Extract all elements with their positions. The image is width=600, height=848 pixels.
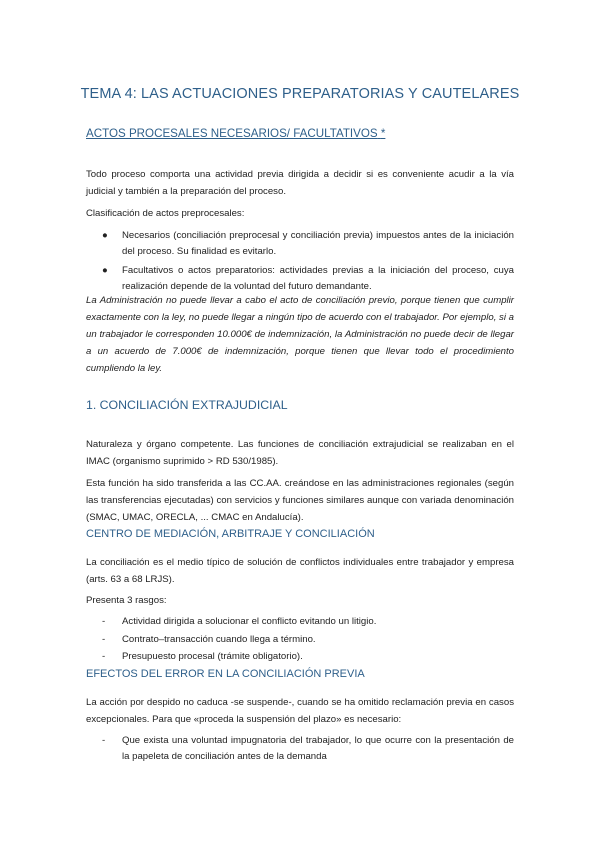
list-item-text: Contrato–transacción cuando llega a término. — [122, 633, 316, 645]
rasgos-list — [86, 614, 514, 667]
list-item — [86, 228, 514, 259]
page-title: TEMA 4: LAS ACTUACIONES PREPARATORIAS Y CAUTELARES — [80, 86, 520, 102]
list-item — [86, 632, 514, 648]
transferencia-paragraph: Esta función ha sido transferida a las CC.AA. creándose en las administraciones regionales (según las transferencias ejecutadas) con servicios y funciones similares aunque con variada denominación (SMAC, UMAC, ORECLA, ... CMAC en Andalucía). — [86, 478, 514, 523]
heading-actos-procesales — [86, 127, 385, 140]
bullet-icon: ● — [102, 230, 108, 241]
list-item-text: Que exista una voluntad impugnatoria del trabajador, lo que ocurre con la presentación de la papeleta de conciliación antes de la demanda — [122, 735, 514, 762]
classification-label: Clasificación de actos preprocesales: — [86, 208, 245, 219]
dash-icon: - — [102, 633, 106, 645]
dash-icon: - — [102, 616, 106, 627]
rasgos-label: Presenta 3 rasgos: — [86, 595, 167, 606]
heading-asterisk: * — [380, 127, 386, 140]
list-item — [86, 263, 514, 294]
note-paragraph: La Administración no puede llevar a cabo el acto de conciliación previo, porque tienen que cumplir exactamente con la ley, no puede llegar a ningún tipo de acuerdo con el trabajador. Por ejemplo, si a un trabajador le corresponden 10.000€ de indemnización, la Administración no puede decir de llegar a un acuerdo de 7.000€ de indemnización, porque tienen que llevar todo el procedimiento cumpliendo la ley. — [86, 295, 514, 374]
conciliacion-paragraph: La conciliación es el medio típico de solución de conflictos individuales entre trabajador y empresa (arts. 63 a 68 LRJS). — [86, 557, 514, 585]
list-item-text: Necesarios (conciliación preprocesal y conciliación previa) impuestos antes de la iniciación del proceso. Su finalidad es evitarlo. — [122, 230, 514, 257]
dash-icon: - — [102, 735, 106, 746]
list-item — [86, 649, 514, 665]
list-item-text: Facultativos o actos preparatorios: actividades previas a la iniciación del proceso, cuya realización depende de la voluntad del futuro demandante. — [122, 265, 514, 292]
intro-paragraph: Todo proceso comporta una actividad previa dirigida a decidir si es conveniente acudir a la vía judicial y también a la preparación del proceso. — [86, 169, 514, 197]
list-item-text: Presupuesto procesal (trámite obligatorio). — [122, 651, 303, 662]
list-item — [86, 614, 514, 630]
heading-conciliacion-extrajudicial: 1. CONCILIACIÓN EXTRAJUDICIAL — [86, 398, 288, 412]
preprocesal-list — [86, 228, 514, 298]
heading-actos-text: ACTOS PROCESALES NECESARIOS/ FACULTATIVOS — [86, 127, 378, 140]
efectos-paragraph: La acción por despido no caduca -se suspende-, cuando se ha omitido reclamación previa en casos excepcionales. Para que «proceda la suspensión del plazo» es necesario: — [86, 697, 514, 725]
dash-icon: - — [102, 651, 106, 662]
list-item — [86, 733, 514, 764]
efectos-list — [86, 733, 514, 766]
heading-centro-mediacion: CENTRO DE MEDIACIÓN, ARBITRAJE Y CONCILIACIÓN — [86, 528, 375, 540]
list-item-text: Actividad dirigida a solucionar el conflicto evitando un litigio. — [122, 616, 377, 627]
heading-efectos-error: EFECTOS DEL ERROR EN LA CONCILIACIÓN PREVIA — [86, 668, 365, 680]
naturaleza-paragraph: Naturaleza y órgano competente. Las funciones de conciliación extrajudicial se realizaban en el IMAC (organismo suprimido > RD 530/1985). — [86, 439, 514, 467]
bullet-icon: ● — [102, 265, 108, 276]
